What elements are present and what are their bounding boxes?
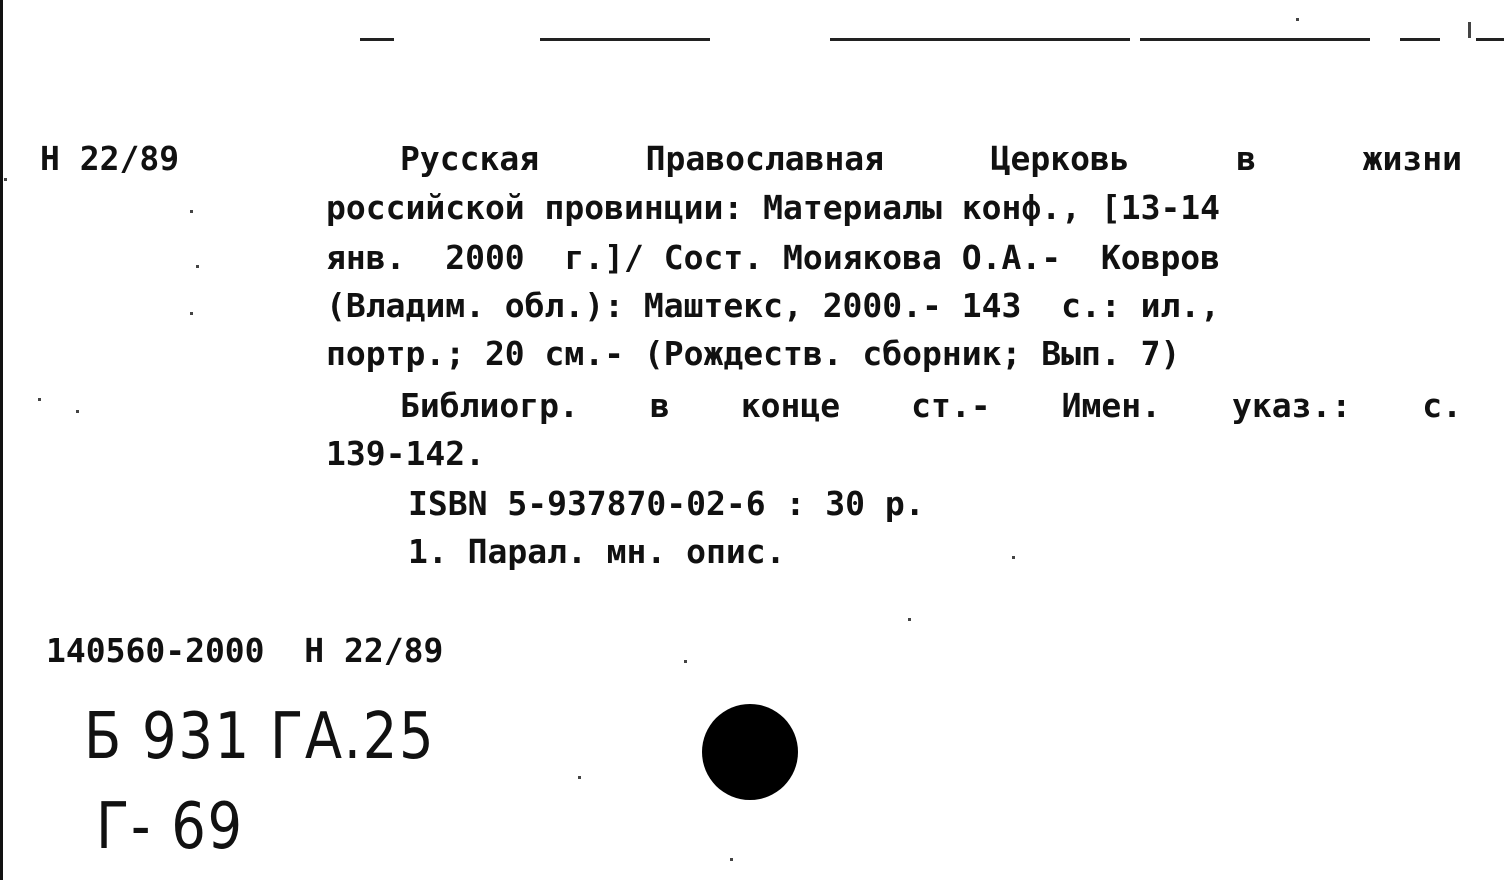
top-dash-line — [540, 38, 710, 41]
description-line: российской провинции: Материалы конф., [13-14 — [326, 188, 1221, 227]
bibliography-note: 139-142. — [326, 434, 485, 473]
subject-heading: 1. Парал. мн. опис. — [408, 532, 786, 571]
description-line: Русская Православная Церковь в жизни — [400, 139, 1462, 178]
scan-speck — [190, 312, 193, 315]
description-line: (Владим. обл.): Маштекс, 2000.- 143 с.: ил., — [326, 286, 1221, 325]
description-line: портр.; 20 см.- (Рождеств. сборник; Вып. 7) — [326, 334, 1181, 373]
scan-speck — [1468, 22, 1471, 38]
top-dash-line — [1476, 38, 1504, 41]
scan-speck — [196, 265, 199, 268]
scan-speck — [4, 178, 7, 181]
scan-speck — [76, 410, 79, 413]
scan-speck — [190, 210, 193, 213]
call-number: Н 22/89 — [40, 139, 180, 178]
scan-speck — [1296, 18, 1299, 21]
isbn-line: ISBN 5-937870-02-6 : 30 р. — [408, 484, 925, 523]
inventory-number: 140560-2000 Н 22/89 — [46, 631, 444, 670]
punch-hole — [702, 704, 798, 800]
scan-speck — [1012, 556, 1015, 559]
scan-speck — [578, 776, 581, 779]
scan-speck — [730, 858, 733, 861]
card-left-edge — [0, 0, 3, 880]
scan-speck — [38, 398, 41, 401]
handwritten-shelfmark: Б 931 ГА.25 — [84, 700, 436, 774]
bibliography-note: Библиогр. в конце ст.- Имен. указ.: с. — [400, 386, 1462, 425]
handwritten-author-mark: Г- 69 — [96, 790, 244, 864]
top-dash-line — [1400, 38, 1440, 41]
top-dash-line — [360, 38, 394, 41]
top-dash-line — [1140, 38, 1370, 41]
top-dash-line — [830, 38, 1130, 41]
description-line: янв. 2000 г.]/ Сост. Моиякова О.А.- Ковров — [326, 238, 1221, 277]
scan-speck — [908, 618, 911, 621]
scan-speck — [684, 660, 687, 663]
